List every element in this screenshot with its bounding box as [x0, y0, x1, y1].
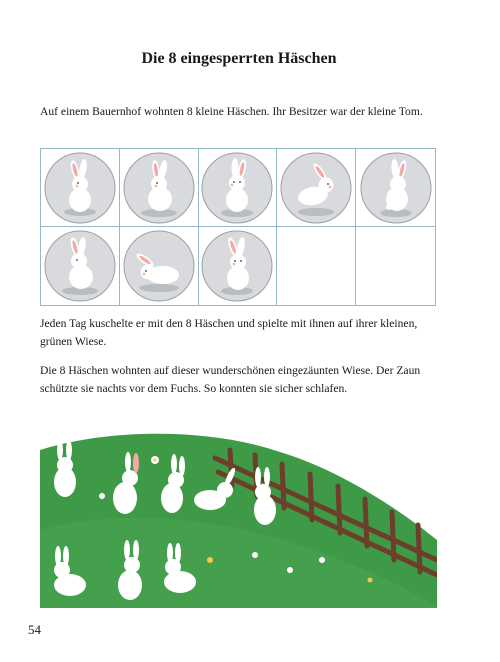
paragraph-intro: Auf einem Bauernhof wohnten 8 kleine Häschen. Ihr Besitzer war der kleine Tom. [40, 105, 423, 118]
paragraph-play: Jeden Tag kuschelte er mit den 8 Häschen und spielte mit ihnen auf ihrer kleinen, grünen Wiese. [40, 317, 418, 348]
empty-cell [356, 227, 435, 305]
rabbit-grid [40, 148, 436, 306]
rabbit-cell [356, 149, 435, 227]
rabbit-jumping-icon [280, 152, 352, 224]
rabbit-sitting-icon [201, 230, 273, 302]
rabbit-standing-icon [123, 152, 195, 224]
rabbit-cell [120, 149, 199, 227]
rabbit-lying-icon [123, 230, 195, 302]
rabbit-back-icon [360, 152, 432, 224]
rabbit-cell [199, 227, 278, 305]
page-number: 54 [28, 622, 41, 637]
rabbit-cell [41, 227, 120, 305]
rabbit-sitting-icon [44, 152, 116, 224]
empty-cell [277, 227, 356, 305]
rabbit-front-icon [201, 152, 273, 224]
meadow-illustration [40, 410, 437, 608]
page-title: Die 8 eingesperrten Häschen [141, 50, 337, 67]
rabbit-cell [199, 149, 278, 227]
rabbit-cell [41, 149, 120, 227]
paragraph-meadow: Die 8 Häschen wohnten auf dieser wunderschönen eingezäunten Wiese. Der Zaun schützte sie nachts vor dem Fuchs. So konnten sie sicher schlafen. [40, 364, 421, 395]
rabbit-cell [277, 149, 356, 227]
rabbit-walking-icon [44, 230, 116, 302]
rabbit-cell [120, 227, 199, 305]
